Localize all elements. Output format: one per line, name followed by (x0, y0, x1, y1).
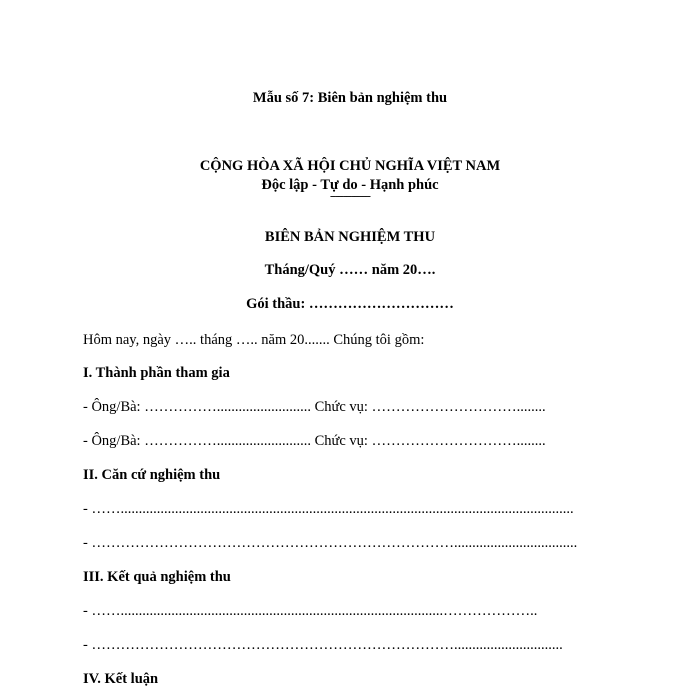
section-basis-heading: II. Căn cứ nghiệm thu (83, 467, 221, 483)
results-row: - ………………………………………………………………….............................. (83, 637, 563, 653)
motto: Độc lập - Tự do - Hạnh phúc (261, 177, 439, 193)
section-conclusion-heading: IV. Kết luận (83, 671, 159, 687)
section-participants-heading: I. Thành phần tham gia (83, 365, 230, 381)
package-line: Gói thầu: ………………………… (246, 296, 454, 312)
participant-row: - Ông/Bà: …………….......................... Chức vụ: …………………………........ (83, 399, 546, 415)
form-label: Mẫu số 7: Biên bản nghiệm thu (252, 90, 448, 106)
results-row: - …….........................................................................................……………….. (83, 603, 538, 619)
header-divider: --------------- (330, 190, 370, 202)
document-title: BIÊN BẢN NGHIỆM THU (264, 229, 436, 245)
country-header: CỘNG HÒA XÃ HỘI CHỦ NGHĨA VIỆT NAM (199, 158, 501, 174)
intro-line: Hôm nay, ngày ….. tháng ….. năm 20....... Chúng tôi gồm: (83, 332, 425, 348)
participant-row: - Ông/Bà: …………….......................... Chức vụ: …………………………........ (83, 433, 546, 449)
section-results-heading: III. Kết quả nghiệm thu (83, 569, 231, 585)
period-line: Tháng/Quý …… năm 20…. (264, 262, 436, 278)
basis-row: - ……............................................................................................................................. (83, 501, 574, 517)
basis-row: - ………………………………………………………………….................................. (83, 535, 578, 551)
